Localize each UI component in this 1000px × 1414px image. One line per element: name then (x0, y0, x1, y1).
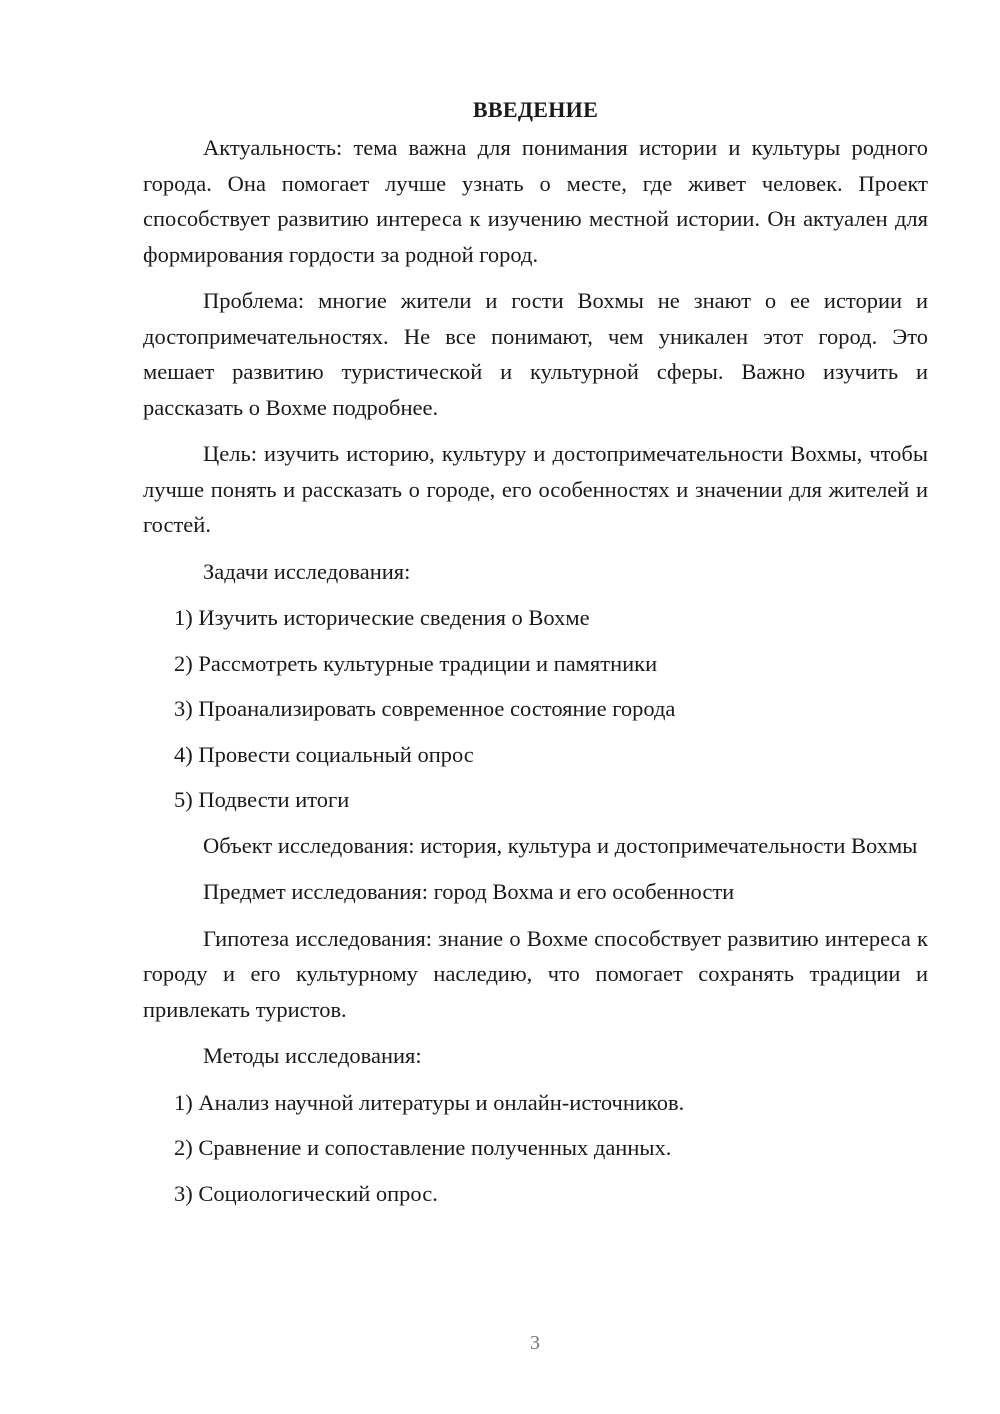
method-item: 3) Социологический опрос. (174, 1180, 438, 1206)
object-paragraph: Объект исследования: история, культура и достопримечательности Вохмы (203, 832, 918, 858)
task-item: 5) Подвести итоги (174, 787, 350, 812)
document-page (143, 92, 928, 1221)
page-number: 3 (530, 1332, 540, 1354)
method-item: 1) Анализ научной литературы и онлайн-источников. (174, 1089, 685, 1115)
subject-paragraph: Предмет исследования: город Вохма и его особенности (203, 879, 735, 904)
task-item: 2) Рассмотреть культурные традиции и памятники (174, 650, 658, 676)
methods-label: Методы исследования: (203, 1043, 422, 1068)
relevance-paragraph: Актуальность: тема важна для понимания истории и культуры родного города. Она помогает лучше узнать о месте, где живет человек. Проект способствует развитию интереса к изучению местной истории. Он актуален для формирования гордости за родной город. (143, 135, 928, 267)
page-title: ВВЕДЕНИЕ (472, 97, 599, 122)
methods-list (143, 1085, 928, 1212)
hypothesis-paragraph: Гипотеза исследования: знание о Вохме способствует развитию интереса к городу и его культурному наследию, что помогает сохранять традиции и привлекать туристов. (143, 925, 928, 1022)
task-item: 4) Провести социальный опрос (174, 741, 474, 767)
tasks-list (143, 600, 928, 818)
tasks-label: Задачи исследования: (203, 558, 411, 584)
task-item: 1) Изучить исторические сведения о Вохме (174, 605, 590, 630)
task-item: 3) Проанализировать современное состояние города (174, 696, 676, 721)
problem-paragraph: Проблема: многие жители и гости Вохмы не знают о ее истории и достопримечательностях. Не все понимают, чем уникален этот город. Это мешает развитию туристической и культурной сферы. Важно изучить и рассказать о Вохме подробнее. (143, 288, 928, 420)
goal-paragraph: Цель: изучить историю, культуру и достопримечательности Вохмы, чтобы лучше понять и рассказать о городе, его особенностях и значении для жителей и гостей. (143, 441, 928, 537)
method-item: 2) Сравнение и сопоставление полученных данных. (174, 1135, 672, 1160)
